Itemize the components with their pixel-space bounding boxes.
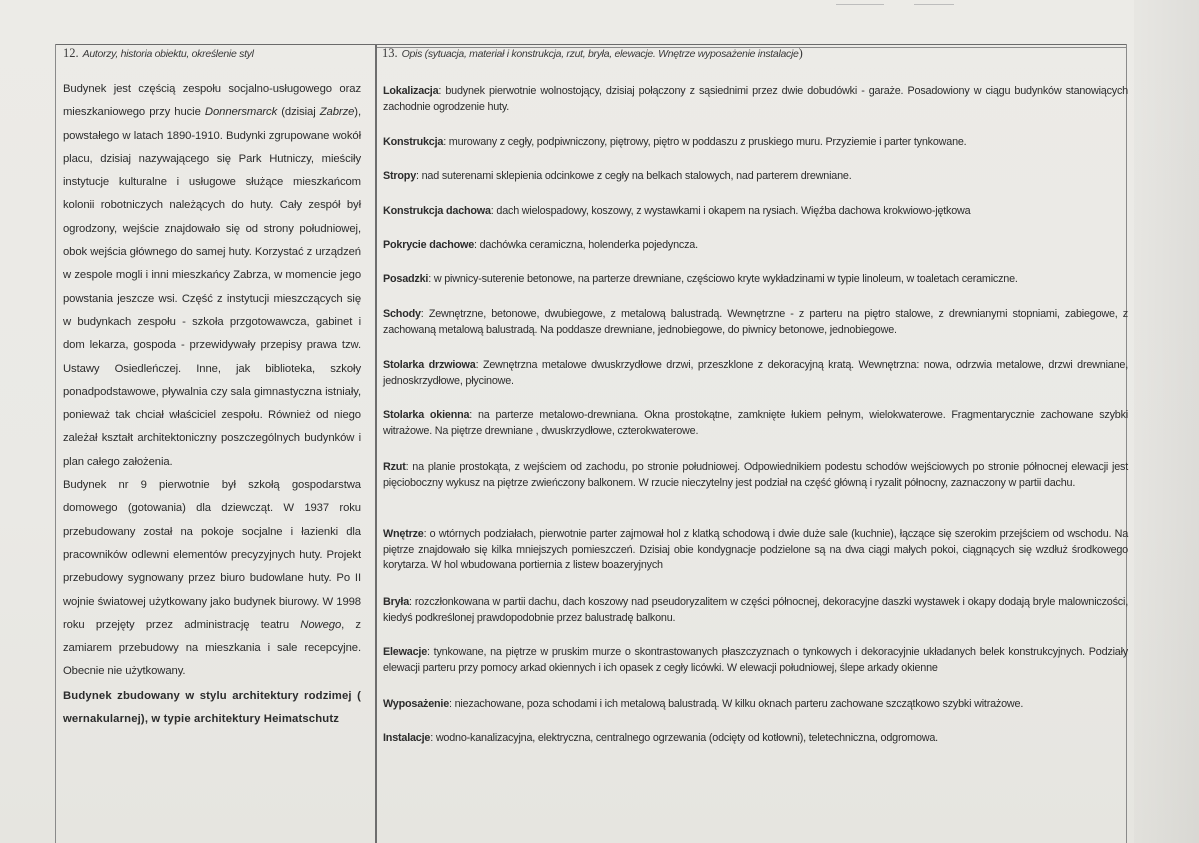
entry-elewacje — [383, 645, 1128, 676]
entry-label: Schody — [383, 308, 421, 320]
entry-text: : nad suterenami sklepienia odcinkowe z cegły na belkach stalowych, nad parterem drewniane. — [416, 170, 852, 182]
entry-text: : budynek pierwotnie wolnostojący, dzisiaj połączony z sąsiednimi przez dwie dobudówki - garaże. Posadowiony w ciągu budynków stanowiących zachodnie ogrodzenie huty. — [383, 85, 1128, 113]
section-13-number: 13. — [382, 46, 398, 60]
entry-text: : dach wielospadowy, koszowy, z wystawkami i okapem na rysiach. Więźba dachowa krokwiowo-jętkowa — [490, 205, 971, 217]
entry-label: Bryła — [383, 596, 410, 608]
section-13-title-paren: ) — [798, 46, 803, 60]
entry-label: Lokalizacja — [383, 85, 439, 97]
section-12-title: Autorzy, historia obiektu, określenie styl — [82, 48, 254, 60]
history-paragraph-1 — [63, 78, 361, 474]
table-top-rule — [55, 44, 1127, 45]
page-edge-shadow — [1134, 0, 1199, 843]
entry-wyposazenie — [383, 697, 1128, 713]
entry-text: : w piwnicy-suterenie betonowe, na parterze drewniane, częściowo kryte wykładzinami w typie linoleum, w toaletach ceramiczne. — [428, 273, 1018, 285]
text-run: ), powstałego w latach 1890-1910. Budynki zgrupowane wokół placu, dzisiaj nazywającego się Park Hutniczy, mieściły instytucje kulturalne i usługowe służące mieszkańcom kolonii robotniczych należących do huty. Cały zespół był ogrodzony, wejście znajdowało się od strony południowej, obok wejścia głównego do samej huty. Korzystać z urządzeń w zespole mogli i inni mieszkańcy Zabrza, w momencie jego powstania jeszcze wsi. Część z instytucji mieszczących się w budynkach zespołu - szkoła przgotowawcza, gabinet i dom lekarza, gospoda - przewidywały przepisy prawa tzw. Ustawy Osiedleńczej. Inne, jak biblioteka, szkoły ponadpodstawowe, pływalnia czy sala gimnastyczna istniały, ponieważ tak chciał właściciel zespołu. Również od niego zależał kształt architektoniczny poszczególnych budynków i plan całego założenia. — [63, 106, 361, 468]
entry-label: Stolarka drzwiowa — [383, 359, 476, 371]
table-left-border — [55, 44, 56, 843]
style-statement: Budynek zbudowany w stylu architektury rodzimej ( wernakularnej), w typie architektury Heimatschutz — [63, 689, 361, 726]
entry-label: Konstrukcja dachowa — [383, 205, 491, 217]
entry-label: Konstrukcja — [383, 136, 444, 148]
entry-pokrycie-dachowe — [383, 238, 1128, 254]
entry-lokalizacja — [383, 84, 1128, 115]
entry-text: : wodno-kanalizacyjna, elektryczna, centralnego ogrzewania (odcięty od kotłowni), teletechniczna, odgromowa. — [430, 732, 938, 744]
entry-label: Pokrycie dachowe — [383, 239, 475, 251]
history-text — [63, 78, 361, 731]
entry-label: Wyposażenie — [383, 698, 450, 710]
entry-text: : murowany z cegły, podpiwniczony, piętrowy, piętro w poddaszu z pruskiego muru. Przyziemie i parter tynkowane. — [443, 136, 967, 148]
section-13-title: Opis (sytuacja, materiał i konstrukcja, rzut, bryła, elewacje. Wnętrze wyposażenie instalacje — [401, 48, 799, 60]
entry-konstrukcja-dachowa — [383, 204, 1128, 220]
text-run-italic: Nowego — [300, 618, 342, 631]
entry-rzut — [383, 460, 1128, 491]
entry-konstrukcja — [383, 135, 1128, 151]
entry-text: : tynkowane, na piętrze w pruskim murze o skontrastowanych płaszczyznach o tynkowych i dekoracyjnie układanych belek konstrukcyjnych. Podziały elewacji parteru przy pomocy arkad okiennych i ich opasek z cegły licówki. W elewacji południowej, ślepe arkady okienne — [383, 646, 1128, 674]
entry-label: Elewacje — [383, 646, 428, 658]
entry-text: : Zewnętrzne, betonowe, dwubiegowe, z metalową balustradą. Wewnętrzne - z parteru na piętro stalowe, z drewnianymi stopniami, zabiegowe, z zachowaną metalową balustradą. Na poddasze drewniane, jednobiegowe, do piwnicy betonowe, jednobiegowe. — [383, 308, 1128, 336]
table-right-border — [1126, 44, 1127, 843]
entry-label: Stolarka okienna — [383, 409, 470, 421]
entry-text: : rozczłonkowana w partii dachu, dach koszowy nad pseudoryzalitem w części północnej, dekoracyjne daszki wystawek i okapy dodają bryle malowniczości, kiedyś podkreślonej prawdopodobnie przez balustradę balkonu. — [383, 596, 1128, 624]
entry-stropy — [383, 169, 1128, 185]
entry-stolarka-okienna — [383, 408, 1128, 439]
text-run: , z zamiarem przebudowy na mieszkania i sale recepcyjne. Obecnie nie użytkowany. — [63, 618, 361, 678]
entry-posadzki — [383, 272, 1128, 288]
column-divider — [375, 44, 377, 843]
entry-bryla — [383, 595, 1128, 626]
text-run-italic: Donnersmarck — [204, 106, 278, 119]
text-run: (dzisiaj — [277, 106, 320, 119]
entry-instalacje — [383, 731, 1128, 747]
entry-schody — [383, 307, 1128, 338]
entry-stolarka-drzwiowa — [383, 358, 1128, 389]
entry-text: : dachówka ceramiczna, holenderka pojedyncza. — [474, 239, 698, 251]
entry-text: : na planie prostokąta, z wejściem od zachodu, po stronie południowej. Odpowiednikiem podestu schodów wejściowych po stronie północnej elewacji jest pięcioboczny wykusz na piętrze zwieńczony balkonem. W rzucie nieczytelny jest podział na część główną i ryzalit północny, zaznaczony w partii dachu. — [383, 461, 1128, 489]
text-run: Budynek jest częścią zespołu socjalno-usługowego oraz mieszkaniowego przy hucie — [63, 83, 361, 119]
scan-marks — [836, 2, 956, 8]
entry-text: : Zewnętrzna metalowe dwuskrzydłowe drzwi, przeszklone z dekoracyjną kratą. Wewnętrzna: nowa, odrzwia metalowe, drzwi drewniane, jednoskrzydłowe, płycinowe. — [383, 359, 1128, 387]
entry-label: Stropy — [383, 170, 416, 182]
history-paragraph-2 — [63, 474, 361, 684]
entry-label: Wnętrze — [383, 528, 424, 540]
entry-wnetrze — [383, 527, 1128, 574]
text-run-italic: Zabrze — [319, 106, 355, 119]
entry-label: Instalacje — [383, 732, 431, 744]
text-run: Budynek nr 9 pierwotnie był szkołą gospodarstwa domowego (gotowania) dla dziewcząt. W 1937 roku przebudowany został na pokoje socjalne i łazienki dla pracowników odlewni elementów precyzyjnych huty. Projekt przebudowy sygnowany przez biuro budowlane huty. Po II wojnie światowej użytkowany jako budynek biurowy. W 1998 roku przejęty przez administrację teatru — [63, 479, 361, 631]
entry-label: Posadzki — [383, 273, 429, 285]
section-12-number: 12. — [63, 46, 79, 60]
entry-text: : o wtórnych podziałach, pierwotnie parter zajmował hol z klatką schodową i dwie duże sale (kuchnie), łączące się szerokim przejściem od wschodu. Na piętrze znajdowało się kilka mniejszych pomieszczeń. Dzisiaj obie kondygnacje podzielone są na dwa ciągi małych pokoi, ciągnących się wzdłuż środkowego korytarza. W hol wbudowana portiernia z listew boazeryjnych — [383, 528, 1128, 572]
section-13-header — [382, 46, 807, 61]
entry-label: Rzut — [383, 461, 406, 473]
entry-text: : na parterze metalowo-drewniana. Okna prostokątne, zamknięte łukiem pełnym, wielokwaterowe. Fragmentarycznie zachowane szybki witrażowe. Na piętrze drewniane , dwuskrzydłowe, czterokwaterowe. — [383, 409, 1128, 437]
section-12-header — [63, 46, 254, 61]
entry-text: : niezachowane, poza schodami i ich metalową balustradą. W kilku oknach parteru zachowane szczątkowo szybki witrażowe. — [449, 698, 1024, 710]
